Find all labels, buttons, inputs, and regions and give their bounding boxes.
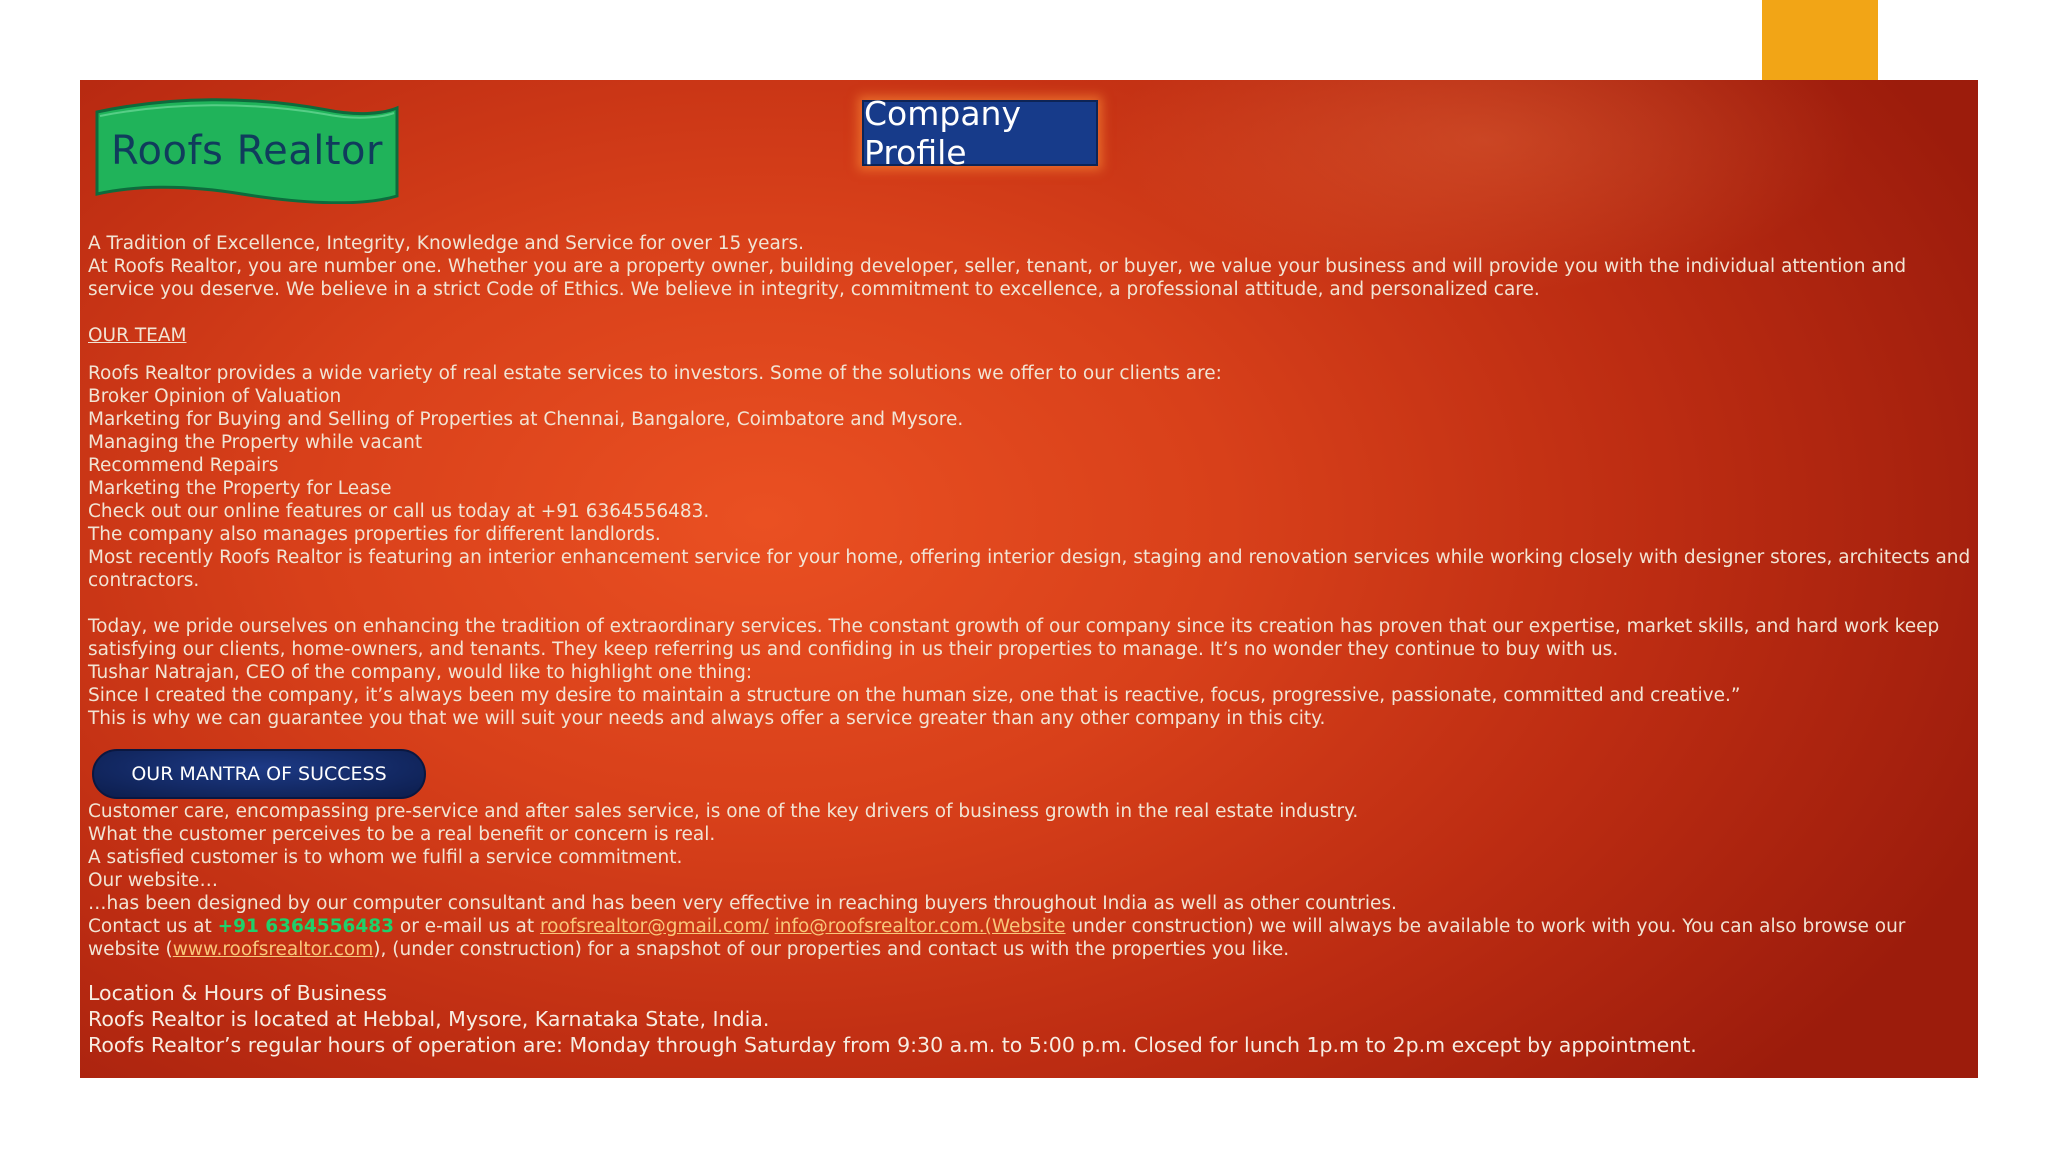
service-line: Recommend Repairs [88, 455, 279, 476]
website-suffix: ), (under construction) for a snapshot of our properties and contact us with the properties you like. [373, 939, 1290, 960]
today-line: Since I created the company, it’s always been my desire to maintain a structure on the human size, one that is reactive, focus, progressive, passionate, committed and creative.” [88, 685, 1741, 706]
service-line: Roofs Realtor provides a wide variety of real estate services to investors. Some of the solutions we offer to our clients are: [88, 363, 1222, 384]
services-section [88, 362, 1971, 592]
mantra-line: …has been designed by our computer consultant and has been very effective in reaching buyers throughout India as well as other countries. [88, 893, 1397, 914]
today-line: This is why we can guarantee you that we will suit your needs and always offer a service greater than any other company in this city. [88, 708, 1326, 729]
intro-line: At Roofs Realtor, you are number one. Whether you are a property owner, building developer, seller, tenant, or buyer, we value your business and will provide you with the individual attention and [88, 256, 1907, 277]
email-link[interactable]: roofsrealtor@gmail.com/ [539, 916, 769, 937]
contact-prefix: Contact us at [88, 916, 218, 937]
team-section [88, 324, 1968, 347]
mantra-line: Customer care, encompassing pre-service and after sales service, is one of the key drivers of business growth in the real estate industry. [88, 801, 1359, 822]
logo [92, 98, 402, 204]
contact-line [88, 915, 1968, 938]
mantra-line: What the customer perceives to be a real benefit or concern is real. [88, 824, 716, 845]
slide [80, 80, 1978, 1078]
email-link-info[interactable]: info@roofsrealtor.com.(Website [774, 916, 1066, 937]
today-line: Today, we pride ourselves on enhancing the tradition of extraordinary services. The constant growth of our company since its creation has proven that our expertise, market skills, and hard work keep [88, 616, 1940, 637]
logo-text: Roofs Realtor [111, 128, 383, 174]
service-line: Marketing the Property for Lease [88, 478, 392, 499]
website-line [88, 938, 1968, 961]
service-line: Marketing for Buying and Selling of Properties at Chennai, Bangalore, Coimbatore and Mysore. [88, 409, 964, 430]
mantra-line: A satisfied customer is to whom we fulfil a service commitment. [88, 847, 683, 868]
website-link[interactable]: www.roofsrealtor.com [172, 939, 374, 960]
intro-line: A Tradition of Excellence, Integrity, Knowledge and Service for over 15 years. [88, 233, 804, 254]
mantra-line: Our website… [88, 870, 218, 891]
service-line: contractors. [88, 570, 200, 591]
page-title: Company Profile [862, 100, 1098, 166]
today-line: satisfying our clients, home-owners, and tenants. They keep referring us and confiding in us their properties to manage. It’s no wonder they continue to buy with us. [88, 639, 1619, 660]
team-heading: OUR TEAM [88, 325, 187, 346]
today-line: Tushar Natrajan, CEO of the company, would like to highlight one thing: [88, 662, 753, 683]
hours-line: Roofs Realtor’s regular hours of operation are: Monday through Saturday from 9:30 a.m. to 5:00 p.m. Closed for lunch 1p.m to 2p.m except by appointment. [88, 1033, 1697, 1057]
service-line: The company also manages properties for different landlords. [88, 524, 661, 545]
phone-number[interactable]: +91 6364556483 [217, 916, 394, 937]
website-prefix: website ( [88, 939, 173, 960]
contact-mid: or e-mail us at [394, 916, 540, 937]
service-line: Broker Opinion of Valuation [88, 386, 342, 407]
location-line: Roofs Realtor is located at Hebbal, Mysore, Karnataka State, India. [88, 1007, 770, 1031]
service-line: Most recently Roofs Realtor is featuring an interior enhancement service for your home, offering interior design, staging and renovation services while working closely with designer stores, architects and [88, 547, 1971, 568]
mantra-section [88, 800, 1968, 961]
service-line: Managing the Property while vacant [88, 432, 423, 453]
intro-line: service you deserve. We believe in a strict Code of Ethics. We believe in integrity, commitment to excellence, a professional attitude, and personalized care. [88, 279, 1540, 300]
intro-section [88, 232, 1968, 301]
mantra-badge: OUR MANTRA OF SUCCESS [92, 749, 426, 799]
service-line: Check out our online features or call us today at +91 6364556483. [88, 501, 710, 522]
location-heading: Location & Hours of Business [88, 981, 387, 1005]
today-section [88, 615, 1968, 730]
location-section [88, 980, 1968, 1058]
contact-suffix: under construction) we will always be available to work with you. You can also browse our [1065, 916, 1906, 937]
